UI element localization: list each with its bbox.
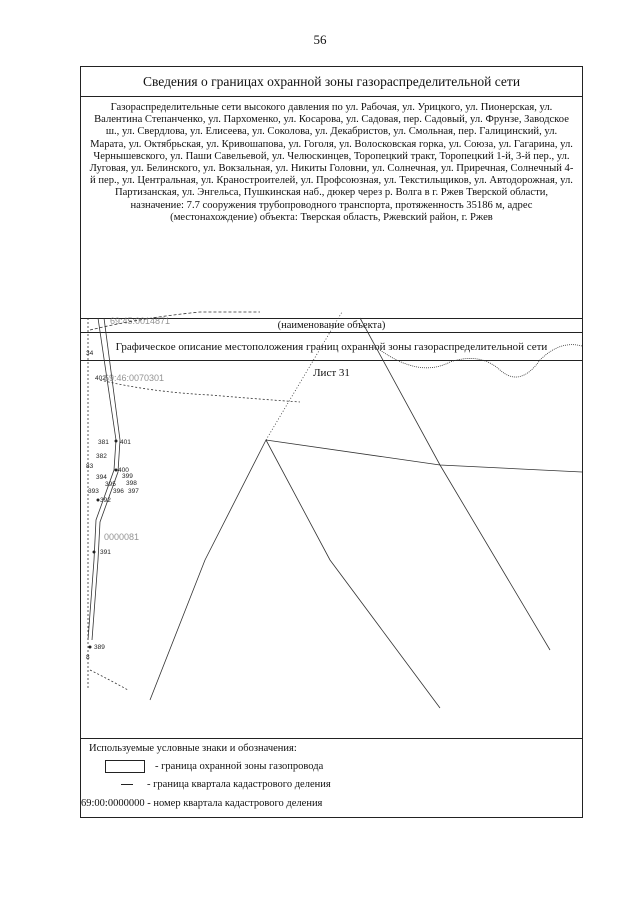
point-label: 381: [98, 439, 109, 446]
point-label: 395: [105, 481, 116, 488]
point-label: 400: [118, 467, 129, 474]
point-label: 391: [100, 549, 111, 556]
point-label: 401: [120, 439, 131, 446]
map-cell: [81, 361, 582, 739]
zone-boundary-swatch: [105, 760, 145, 773]
legend-title: Используемые условные знаки и обозначения:: [89, 743, 297, 754]
legend-quarter-boundary-text: - граница квартала кадастрового деления: [147, 779, 331, 790]
point-label: 392: [100, 497, 111, 504]
point-label: 34: [86, 350, 94, 357]
legend-zone-boundary: [89, 760, 323, 773]
document-frame: [80, 66, 583, 818]
point-label: 402: [95, 375, 106, 382]
point-label: 396: [113, 488, 124, 495]
point-label: 399: [122, 473, 133, 480]
point-label: 398: [126, 480, 137, 487]
quarter-boundary-swatch: [121, 784, 133, 785]
legend: [81, 739, 582, 817]
point-label: 382: [96, 453, 107, 460]
cadastral-number-label: 69:46:0070301: [104, 373, 165, 383]
quarter-number-sample: 69:00:0000000: [81, 798, 145, 809]
legend-quarter-number-text: - номер квартала кадастрового деления: [147, 798, 323, 809]
point-label: 397: [128, 488, 139, 495]
section-title: Сведения о границах охранной зоны газораспределительной сети: [81, 67, 582, 97]
point-label: 83: [86, 463, 94, 470]
point-label: 8: [86, 654, 90, 661]
object-name-caption: (наименование объекта): [81, 319, 582, 333]
point-label: 393: [88, 488, 99, 495]
page-number: 56: [313, 32, 327, 47]
object-description: Газораспределительные сети высокого давления по ул. Рабочая, ул. Урицкого, ул. Пионерская, ул. Валентина Степанченко, ул. Пархоменко, ул. Косарова, ул. Садовая, пер. Садовый, ул. Фрунзе, Заводское ш., ул. Свердлова, ул. Елисеева, ул. Соколова, ул. Декабристов, ул. Смольная, пер. Галицинский, ул. Марата, ул. Октябрьская, ул. Кривошапова, ул. Гоголя, ул. Волосковская горка, ул. Союза, ул. Гагарина, ул. Чернышевского, ул. Паши Савельевой, ул. Челюскинцев, Торопецкий тракт, Торопецкий 1-й, 3-й пер., ул. Луговая, ул. Белинского, ул. Вокзальная, ул. Никиты Головни, ул. Солнечная, ул. Приречная, Солнечный 4-й пер., ул. Центральная, ул. Краностроителей, ул. Профсоюзная, ул. Текстильщиков, ул. Автодорожная, ул. Партизанская, ул. Энгельса, Пушкинская наб., дюкер через р. Волга в г. Ржев Тверской области, назначение: 7.7 сооружения трубопроводного транспорта, протяженность 35186 м, адрес (местонахождение) объекта: Тверская область, Ржевский район, г. Ржев: [81, 97, 582, 319]
legend-quarter-number: [81, 798, 322, 809]
cadastral-number-label: 0000081: [104, 532, 140, 542]
point-label: 394: [96, 474, 107, 481]
point-label: 389: [94, 644, 105, 651]
graphic-description-title: Графическое описание местоположения границ охранной зоны газораспределительной сети: [81, 333, 582, 361]
legend-zone-boundary-text: - граница охранной зоны газопровода: [155, 760, 324, 772]
legend-quarter-boundary: [89, 779, 331, 790]
cadastral-number-label: 69:45:0014871: [110, 316, 171, 326]
sheet-label: Лист 31: [313, 367, 350, 379]
